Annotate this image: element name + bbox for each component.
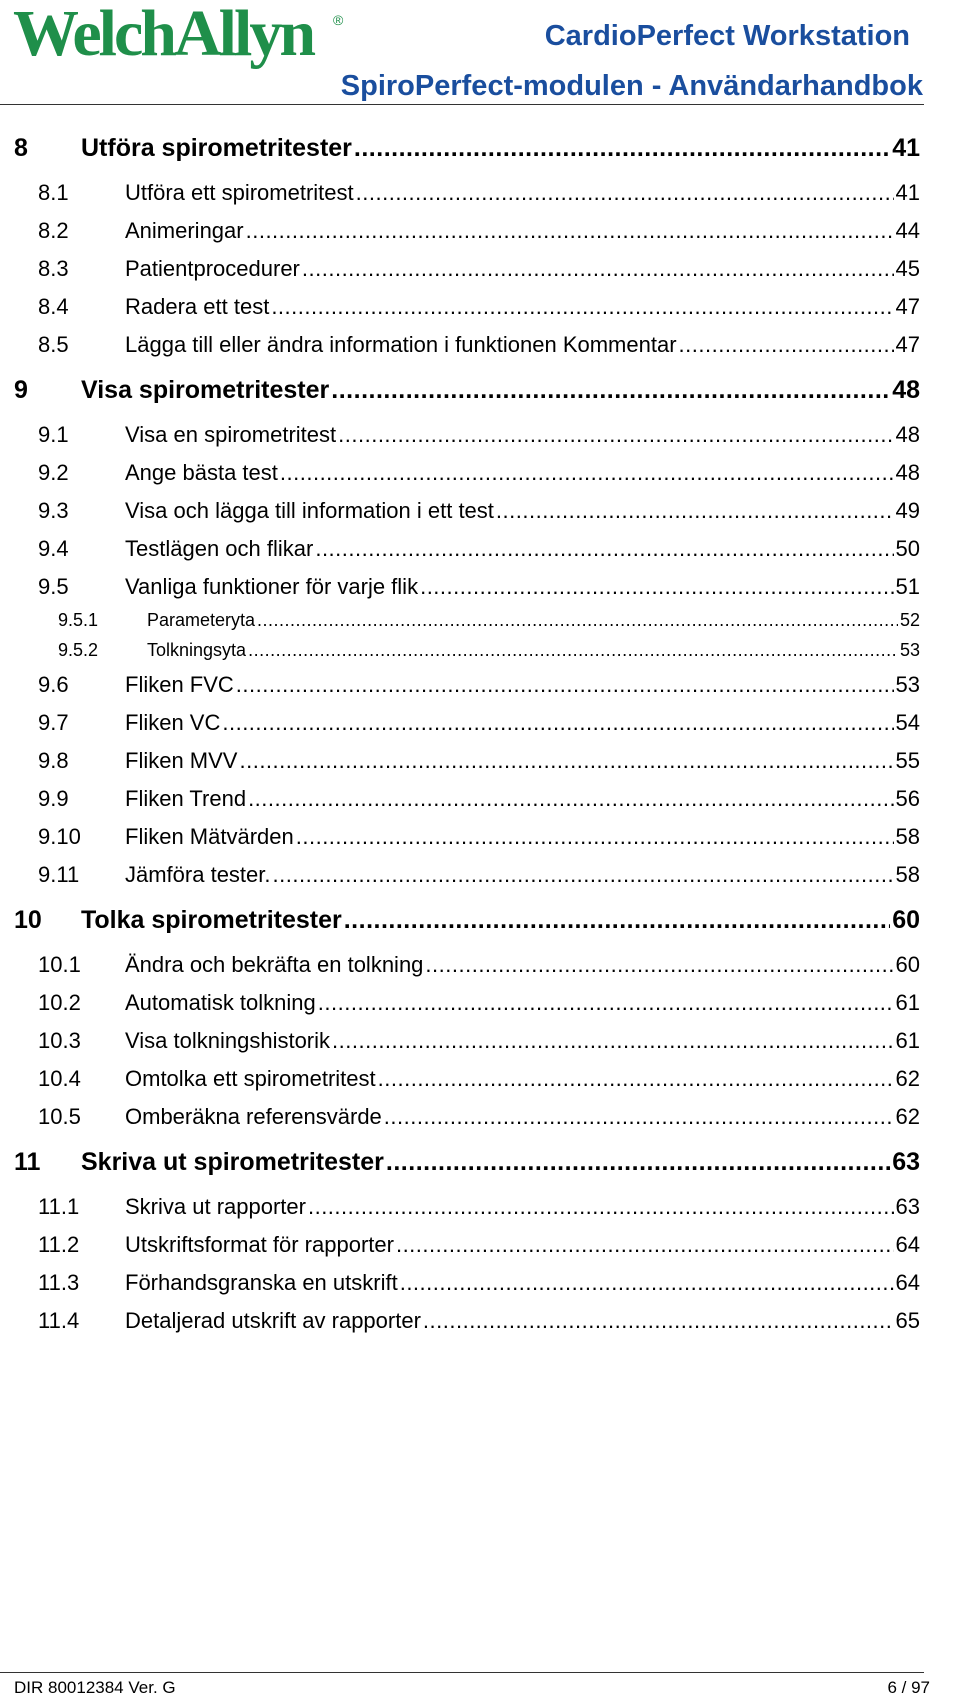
toc-entry-title: Fliken FVC — [125, 672, 234, 697]
toc-entry-number: 9 — [14, 376, 28, 404]
dot-leader — [332, 1028, 893, 1054]
toc-entry-number: 11.4 — [38, 1308, 80, 1333]
toc-entry-number: 9.7 — [38, 710, 69, 735]
toc-entry-page: 63 — [892, 1148, 920, 1176]
footer-divider — [0, 1672, 924, 1673]
toc-entry-page: 60 — [892, 906, 920, 934]
toc-entry-number: 10.3 — [38, 1028, 81, 1053]
toc-entry-page: 58 — [895, 862, 920, 887]
dot-leader — [248, 786, 893, 812]
toc-entry-page: 47 — [895, 332, 920, 357]
toc-entry-number: 9.6 — [38, 672, 69, 697]
toc-entry[interactable] — [38, 218, 920, 244]
toc-entry[interactable] — [38, 824, 920, 850]
product-title: CardioPerfect Workstation — [544, 20, 910, 52]
toc-entry-number: 11 — [14, 1148, 41, 1176]
toc-entry-title: Vanliga funktioner för varje flik — [125, 574, 419, 599]
toc-entry-page: 62 — [895, 1104, 920, 1129]
toc-entry-page: 49 — [895, 498, 920, 523]
toc-entry-title: Tolkningsyta — [147, 640, 247, 660]
toc-entry[interactable] — [14, 134, 920, 163]
toc-entry-title: Animeringar — [125, 218, 244, 243]
toc-entry-number: 8.3 — [38, 256, 69, 281]
dot-leader — [386, 1148, 890, 1177]
toc-entry-page: 45 — [895, 256, 920, 281]
dot-leader — [273, 862, 894, 888]
toc-entry-title: Fliken VC — [125, 710, 221, 735]
toc-entry[interactable] — [38, 460, 920, 486]
toc-entry[interactable] — [38, 294, 920, 320]
toc-entry-page: 44 — [895, 218, 920, 243]
toc-entry-page: 50 — [895, 536, 920, 561]
dot-leader — [302, 256, 894, 282]
toc-entry-page: 62 — [895, 1066, 920, 1091]
toc-entry-number: 8.4 — [38, 294, 69, 319]
toc-entry-page: 60 — [895, 952, 920, 977]
toc-entry[interactable] — [38, 1104, 920, 1130]
toc-entry-page: 52 — [899, 610, 920, 630]
dot-leader — [420, 574, 893, 600]
toc-entry-number: 9.9 — [38, 786, 69, 811]
dot-leader — [271, 294, 893, 320]
toc-entry-title: Fliken Trend — [125, 786, 247, 811]
toc-entry-title: Automatisk tolkning — [125, 990, 316, 1015]
toc-entry[interactable] — [38, 710, 920, 736]
toc-entry[interactable] — [38, 1308, 920, 1334]
toc-entry-page: 41 — [895, 180, 920, 205]
toc-entry-title: Radera ett test — [125, 294, 270, 319]
toc-entry-page: 65 — [895, 1308, 920, 1333]
toc-entry-page: 53 — [899, 640, 920, 660]
toc-entry-title: Omtolka ett spirometritest — [125, 1066, 376, 1091]
toc-entry[interactable] — [14, 906, 920, 935]
toc-entry-title: Utskriftsformat för rapporter — [125, 1232, 394, 1257]
toc-entry-number: 9.4 — [38, 536, 69, 561]
toc-entry-title: Omberäkna referensvärde — [125, 1104, 382, 1129]
toc-entry-title: Visa en spirometritest — [125, 422, 337, 447]
dot-leader — [246, 218, 894, 244]
toc-entry-number: 8 — [14, 134, 28, 162]
registered-mark: ® — [333, 12, 344, 28]
toc-entry[interactable] — [58, 610, 920, 631]
toc-entry[interactable] — [38, 574, 920, 600]
toc-entry-title: Visa spirometritester — [81, 376, 330, 404]
dot-leader — [425, 952, 893, 978]
toc-entry-title: Ändra och bekräfta en tolkning — [125, 952, 424, 977]
welch-allyn-logo — [13, 0, 345, 70]
dot-leader — [496, 498, 894, 524]
toc-entry-number: 9.5 — [38, 574, 69, 599]
toc-entry-title: Skriva ut spirometritester — [81, 1148, 384, 1176]
toc-entry-title: Ange bästa test — [125, 460, 278, 485]
toc-entry[interactable] — [38, 1194, 920, 1220]
dot-leader — [679, 332, 894, 358]
toc-entry-title: Lägga till eller ändra information i funktionen Kommentar — [125, 332, 677, 357]
toc-entry-number: 9.2 — [38, 460, 69, 485]
toc-entry-page: 64 — [895, 1232, 920, 1257]
toc-entry-title: Skriva ut rapporter — [125, 1194, 306, 1219]
toc-entry-number: 10.5 — [38, 1104, 81, 1129]
toc-entry-page: 48 — [895, 460, 920, 485]
toc-entry-title: Testlägen och flikar — [125, 536, 314, 561]
dot-leader — [239, 748, 893, 774]
toc-entry[interactable] — [38, 422, 920, 448]
manual-title: SpiroPerfect-modulen - Användarhandbok — [340, 70, 923, 102]
toc-entry-title: Visa och lägga till information i ett test — [125, 498, 494, 523]
toc-entry-number: 9.10 — [38, 824, 81, 849]
toc-entry[interactable] — [38, 1028, 920, 1054]
dot-leader — [331, 376, 890, 405]
toc-entry-page: 55 — [895, 748, 920, 773]
toc-entry-number: 10 — [14, 906, 42, 934]
toc-entry-page: 61 — [895, 990, 920, 1015]
logo-wordmark: WelchAllyn — [13, 0, 314, 70]
toc-entry-number: 8.1 — [38, 180, 69, 205]
dot-leader — [315, 536, 893, 562]
dot-leader — [248, 640, 898, 661]
toc-entry[interactable] — [14, 376, 920, 405]
toc-entry-number: 11.3 — [38, 1270, 80, 1295]
toc-entry[interactable] — [38, 672, 920, 698]
toc-entry[interactable] — [38, 536, 920, 562]
toc-entry-page: 48 — [895, 422, 920, 447]
toc-entry-title: Parameteryta — [147, 610, 256, 630]
toc-entry[interactable] — [38, 180, 920, 206]
toc-entry-number: 8.5 — [38, 332, 69, 357]
toc-entry-title: Utföra spirometritester — [81, 134, 352, 162]
dot-leader — [222, 710, 893, 736]
toc-entry[interactable] — [38, 1232, 920, 1258]
toc-entry-title: Förhandsgranska en utskrift — [125, 1270, 398, 1295]
toc-entry-number: 8.2 — [38, 218, 69, 243]
toc-entry-page: 63 — [895, 1194, 920, 1219]
toc-entry-number: 10.4 — [38, 1066, 81, 1091]
dot-leader — [423, 1308, 894, 1334]
toc-entry-number: 9.8 — [38, 748, 69, 773]
dot-leader — [396, 1232, 894, 1258]
dot-leader — [257, 610, 898, 631]
dot-leader — [384, 1104, 894, 1130]
toc-entry[interactable] — [38, 748, 920, 774]
dot-leader — [308, 1194, 894, 1220]
toc-entry-title: Patientprocedurer — [125, 256, 300, 281]
toc-entry-page: 47 — [895, 294, 920, 319]
toc-entry[interactable] — [38, 862, 920, 888]
toc-entry[interactable] — [38, 786, 920, 812]
dot-leader — [280, 460, 894, 486]
toc-entry[interactable] — [38, 498, 920, 524]
toc-entry-page: 51 — [895, 574, 920, 599]
page-number: 6 / 97 — [887, 1678, 930, 1697]
header-divider — [0, 104, 924, 105]
toc-entry-page: 56 — [895, 786, 920, 811]
page-header — [0, 0, 960, 110]
toc-entry[interactable] — [38, 332, 920, 358]
toc-entry-number: 9.3 — [38, 498, 69, 523]
dot-leader — [378, 1066, 894, 1092]
toc-entry[interactable] — [38, 952, 920, 978]
toc-entry-title: Jämföra tester. — [125, 862, 271, 887]
toc-entry[interactable] — [38, 990, 920, 1016]
toc-entry-page: 61 — [895, 1028, 920, 1053]
toc-entry-page: 58 — [895, 824, 920, 849]
toc-entry-title: Visa tolkningshistorik — [125, 1028, 331, 1053]
toc-entry[interactable] — [58, 640, 920, 661]
toc-entry-title: Utföra ett spirometritest — [125, 180, 354, 205]
dot-leader — [338, 422, 893, 448]
dot-leader — [344, 906, 890, 935]
toc-entry-number: 9.11 — [38, 862, 80, 887]
toc-entry-number: 9.5.2 — [58, 640, 99, 660]
toc-entry-page: 64 — [895, 1270, 920, 1295]
toc-entry-page: 48 — [892, 376, 920, 404]
toc-entry-number: 9.5.1 — [58, 610, 99, 630]
dot-leader — [354, 134, 890, 163]
toc-entry[interactable] — [38, 1066, 920, 1092]
dot-leader — [400, 1270, 894, 1296]
toc-entry[interactable] — [38, 256, 920, 282]
dot-leader — [296, 824, 894, 850]
dot-leader — [236, 672, 894, 698]
toc-entry[interactable] — [14, 1148, 920, 1177]
toc-entry-number: 11.1 — [38, 1194, 80, 1219]
toc-entry-title: Fliken Mätvärden — [125, 824, 294, 849]
toc-entry-number: 11.2 — [38, 1232, 80, 1257]
toc-entry-title: Fliken MVV — [125, 748, 238, 773]
document-id: DIR 80012384 Ver. G — [14, 1678, 176, 1697]
dot-leader — [318, 990, 894, 1016]
toc-entry-number: 10.1 — [38, 952, 81, 977]
toc-entry[interactable] — [38, 1270, 920, 1296]
toc-entry-title: Detaljerad utskrift av rapporter — [125, 1308, 421, 1333]
toc-entry-page: 53 — [895, 672, 920, 697]
toc-entry-title: Tolka spirometritester — [81, 906, 342, 934]
dot-leader — [356, 180, 894, 206]
toc-entry-number: 9.1 — [38, 422, 69, 447]
toc-entry-number: 10.2 — [38, 990, 81, 1015]
toc-entry-page: 41 — [892, 134, 920, 162]
toc-entry-page: 54 — [895, 710, 920, 735]
